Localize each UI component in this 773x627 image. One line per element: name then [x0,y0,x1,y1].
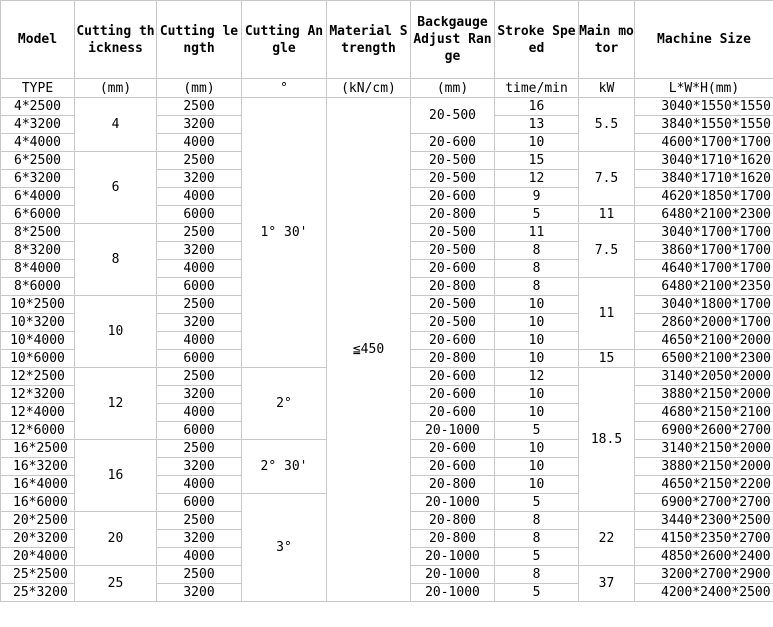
backgauge-cell: 20-1000 [411,548,495,566]
length-cell: 4000 [157,260,242,278]
speed-cell: 8 [495,242,579,260]
length-cell: 3200 [157,584,242,602]
size-cell: 4640*1700*1700 [635,260,773,278]
speed-cell: 10 [495,296,579,314]
speed-cell: 16 [495,98,579,116]
model-cell: 6*3200 [1,170,75,188]
motor-cell: 7.5 [579,152,635,206]
model-cell: 8*4000 [1,260,75,278]
strength-cell: ≦450 [327,98,411,602]
speed-cell: 10 [495,476,579,494]
header-main-motor: Main motor [579,1,635,79]
length-cell: 2500 [157,368,242,386]
header-cutting-angle: Cutting Angle [242,1,327,79]
size-cell: 3860*1700*1700 [635,242,773,260]
speed-cell: 10 [495,440,579,458]
backgauge-cell: 20-800 [411,512,495,530]
angle-cell: 3° [242,494,327,602]
thickness-cell: 6 [75,152,157,224]
unit-length: (mm) [157,79,242,98]
length-cell: 4000 [157,188,242,206]
speed-cell: 8 [495,260,579,278]
model-cell: 12*4000 [1,404,75,422]
unit-thickness: (mm) [75,79,157,98]
backgauge-cell: 20-500 [411,224,495,242]
unit-model: TYPE [1,79,75,98]
model-cell: 10*2500 [1,296,75,314]
backgauge-cell: 20-800 [411,278,495,296]
length-cell: 6000 [157,206,242,224]
motor-cell: 37 [579,566,635,602]
speed-cell: 5 [495,494,579,512]
motor-cell: 18.5 [579,368,635,512]
backgauge-cell: 20-800 [411,350,495,368]
size-cell: 3840*1710*1620 [635,170,773,188]
speed-cell: 12 [495,170,579,188]
unit-angle: ° [242,79,327,98]
backgauge-cell: 20-1000 [411,566,495,584]
length-cell: 6000 [157,422,242,440]
backgauge-cell: 20-800 [411,206,495,224]
length-cell: 2500 [157,152,242,170]
size-cell: 4150*2350*2700 [635,530,773,548]
speed-cell: 13 [495,116,579,134]
model-cell: 6*4000 [1,188,75,206]
size-cell: 3200*2700*2900 [635,566,773,584]
unit-row [1,79,773,98]
size-cell: 3880*2150*2000 [635,458,773,476]
size-cell: 3440*2300*2500 [635,512,773,530]
header-stroke-speed: Stroke Speed [495,1,579,79]
backgauge-cell: 20-500 [411,314,495,332]
motor-cell: 11 [579,278,635,350]
length-cell: 6000 [157,350,242,368]
header-cutting-length: Cutting length [157,1,242,79]
backgauge-cell: 20-600 [411,332,495,350]
backgauge-cell: 20-600 [411,404,495,422]
backgauge-cell: 20-600 [411,386,495,404]
motor-cell: 5.5 [579,98,635,152]
angle-cell: 1° 30' [242,98,327,368]
model-cell: 16*2500 [1,440,75,458]
model-cell: 16*3200 [1,458,75,476]
length-cell: 2500 [157,224,242,242]
backgauge-cell: 20-800 [411,476,495,494]
unit-motor: kW [579,79,635,98]
backgauge-cell: 20-500 [411,170,495,188]
backgauge-cell: 20-500 [411,152,495,170]
length-cell: 6000 [157,278,242,296]
size-cell: 6480*2100*2300 [635,206,773,224]
backgauge-cell: 20-1000 [411,422,495,440]
size-cell: 4850*2600*2400 [635,548,773,566]
speed-cell: 10 [495,458,579,476]
size-cell: 3140*2050*2000 [635,368,773,386]
model-cell: 25*2500 [1,566,75,584]
backgauge-cell: 20-1000 [411,494,495,512]
model-cell: 20*4000 [1,548,75,566]
motor-cell: 11 [579,206,635,224]
length-cell: 3200 [157,170,242,188]
unit-strength: (kN/cm) [327,79,411,98]
length-cell: 4000 [157,332,242,350]
speed-cell: 10 [495,386,579,404]
thickness-cell: 12 [75,368,157,440]
length-cell: 3200 [157,530,242,548]
size-cell: 4650*2150*2200 [635,476,773,494]
angle-cell: 2° [242,368,327,440]
model-cell: 16*4000 [1,476,75,494]
header-backgauge-range: Backgauge Adjust Range [411,1,495,79]
speed-cell: 5 [495,548,579,566]
speed-cell: 11 [495,224,579,242]
speed-cell: 5 [495,422,579,440]
length-cell: 4000 [157,548,242,566]
speed-cell: 5 [495,206,579,224]
length-cell: 4000 [157,404,242,422]
speed-cell: 10 [495,134,579,152]
length-cell: 3200 [157,314,242,332]
speed-cell: 9 [495,188,579,206]
header-machine-size: Machine Size [635,1,773,79]
speed-cell: 10 [495,404,579,422]
backgauge-cell: 20-600 [411,458,495,476]
length-cell: 4000 [157,134,242,152]
size-cell: 3880*2150*2000 [635,386,773,404]
model-cell: 4*3200 [1,116,75,134]
model-cell: 6*6000 [1,206,75,224]
thickness-cell: 20 [75,512,157,566]
size-cell: 3040*1710*1620 [635,152,773,170]
size-cell: 3140*2150*2000 [635,440,773,458]
length-cell: 2500 [157,98,242,116]
model-cell: 20*2500 [1,512,75,530]
length-cell: 3200 [157,458,242,476]
size-cell: 3040*1800*1700 [635,296,773,314]
size-cell: 6500*2100*2300 [635,350,773,368]
length-cell: 3200 [157,242,242,260]
length-cell: 4000 [157,476,242,494]
backgauge-cell: 20-600 [411,134,495,152]
speed-cell: 10 [495,314,579,332]
backgauge-cell: 20-600 [411,368,495,386]
length-cell: 2500 [157,512,242,530]
model-cell: 16*6000 [1,494,75,512]
size-cell: 4680*2150*2100 [635,404,773,422]
speed-cell: 10 [495,350,579,368]
model-cell: 12*6000 [1,422,75,440]
motor-cell: 7.5 [579,224,635,278]
model-cell: 20*3200 [1,530,75,548]
thickness-cell: 4 [75,98,157,152]
header-material-strength: Material Strength [327,1,411,79]
thickness-cell: 16 [75,440,157,512]
length-cell: 3200 [157,386,242,404]
model-cell: 12*3200 [1,386,75,404]
thickness-cell: 25 [75,566,157,602]
model-cell: 10*4000 [1,332,75,350]
size-cell: 6900*2600*2700 [635,422,773,440]
model-cell: 8*6000 [1,278,75,296]
backgauge-cell: 20-500 [411,242,495,260]
size-cell: 3040*1550*1550 [635,98,773,116]
speed-cell: 12 [495,368,579,386]
size-cell: 4620*1850*1700 [635,188,773,206]
speed-cell: 5 [495,584,579,602]
angle-cell: 2° 30' [242,440,327,494]
table-row [1,98,773,116]
speed-cell: 15 [495,152,579,170]
size-cell: 4200*2400*2500 [635,584,773,602]
size-cell: 6480*2100*2350 [635,278,773,296]
model-cell: 10*6000 [1,350,75,368]
backgauge-cell: 20-600 [411,260,495,278]
speed-cell: 8 [495,566,579,584]
header-row [1,1,773,79]
speed-cell: 8 [495,278,579,296]
motor-cell: 15 [579,350,635,368]
length-cell: 2500 [157,296,242,314]
thickness-cell: 8 [75,224,157,296]
length-cell: 2500 [157,566,242,584]
header-cutting-thickness: Cutting thickness [75,1,157,79]
thickness-cell: 10 [75,296,157,368]
backgauge-cell: 20-500 [411,296,495,314]
speed-cell: 8 [495,530,579,548]
speed-cell: 8 [495,512,579,530]
model-cell: 4*4000 [1,134,75,152]
size-cell: 4600*1700*1700 [635,134,773,152]
length-cell: 3200 [157,116,242,134]
size-cell: 3040*1700*1700 [635,224,773,242]
model-cell: 8*3200 [1,242,75,260]
model-cell: 10*3200 [1,314,75,332]
backgauge-cell: 20-800 [411,530,495,548]
size-cell: 4650*2100*2000 [635,332,773,350]
length-cell: 6000 [157,494,242,512]
unit-backgauge: (mm) [411,79,495,98]
backgauge-cell: 20-500 [411,98,495,134]
motor-cell: 22 [579,512,635,566]
header-model: Model [1,1,75,79]
length-cell: 2500 [157,440,242,458]
unit-size: L*W*H(mm) [635,79,773,98]
size-cell: 6900*2700*2700 [635,494,773,512]
model-cell: 6*2500 [1,152,75,170]
model-cell: 8*2500 [1,224,75,242]
size-cell: 3840*1550*1550 [635,116,773,134]
unit-speed: time/min [495,79,579,98]
speed-cell: 10 [495,332,579,350]
model-cell: 4*2500 [1,98,75,116]
size-cell: 2860*2000*1700 [635,314,773,332]
model-cell: 12*2500 [1,368,75,386]
backgauge-cell: 20-600 [411,440,495,458]
backgauge-cell: 20-600 [411,188,495,206]
backgauge-cell: 20-1000 [411,584,495,602]
model-cell: 25*3200 [1,584,75,602]
